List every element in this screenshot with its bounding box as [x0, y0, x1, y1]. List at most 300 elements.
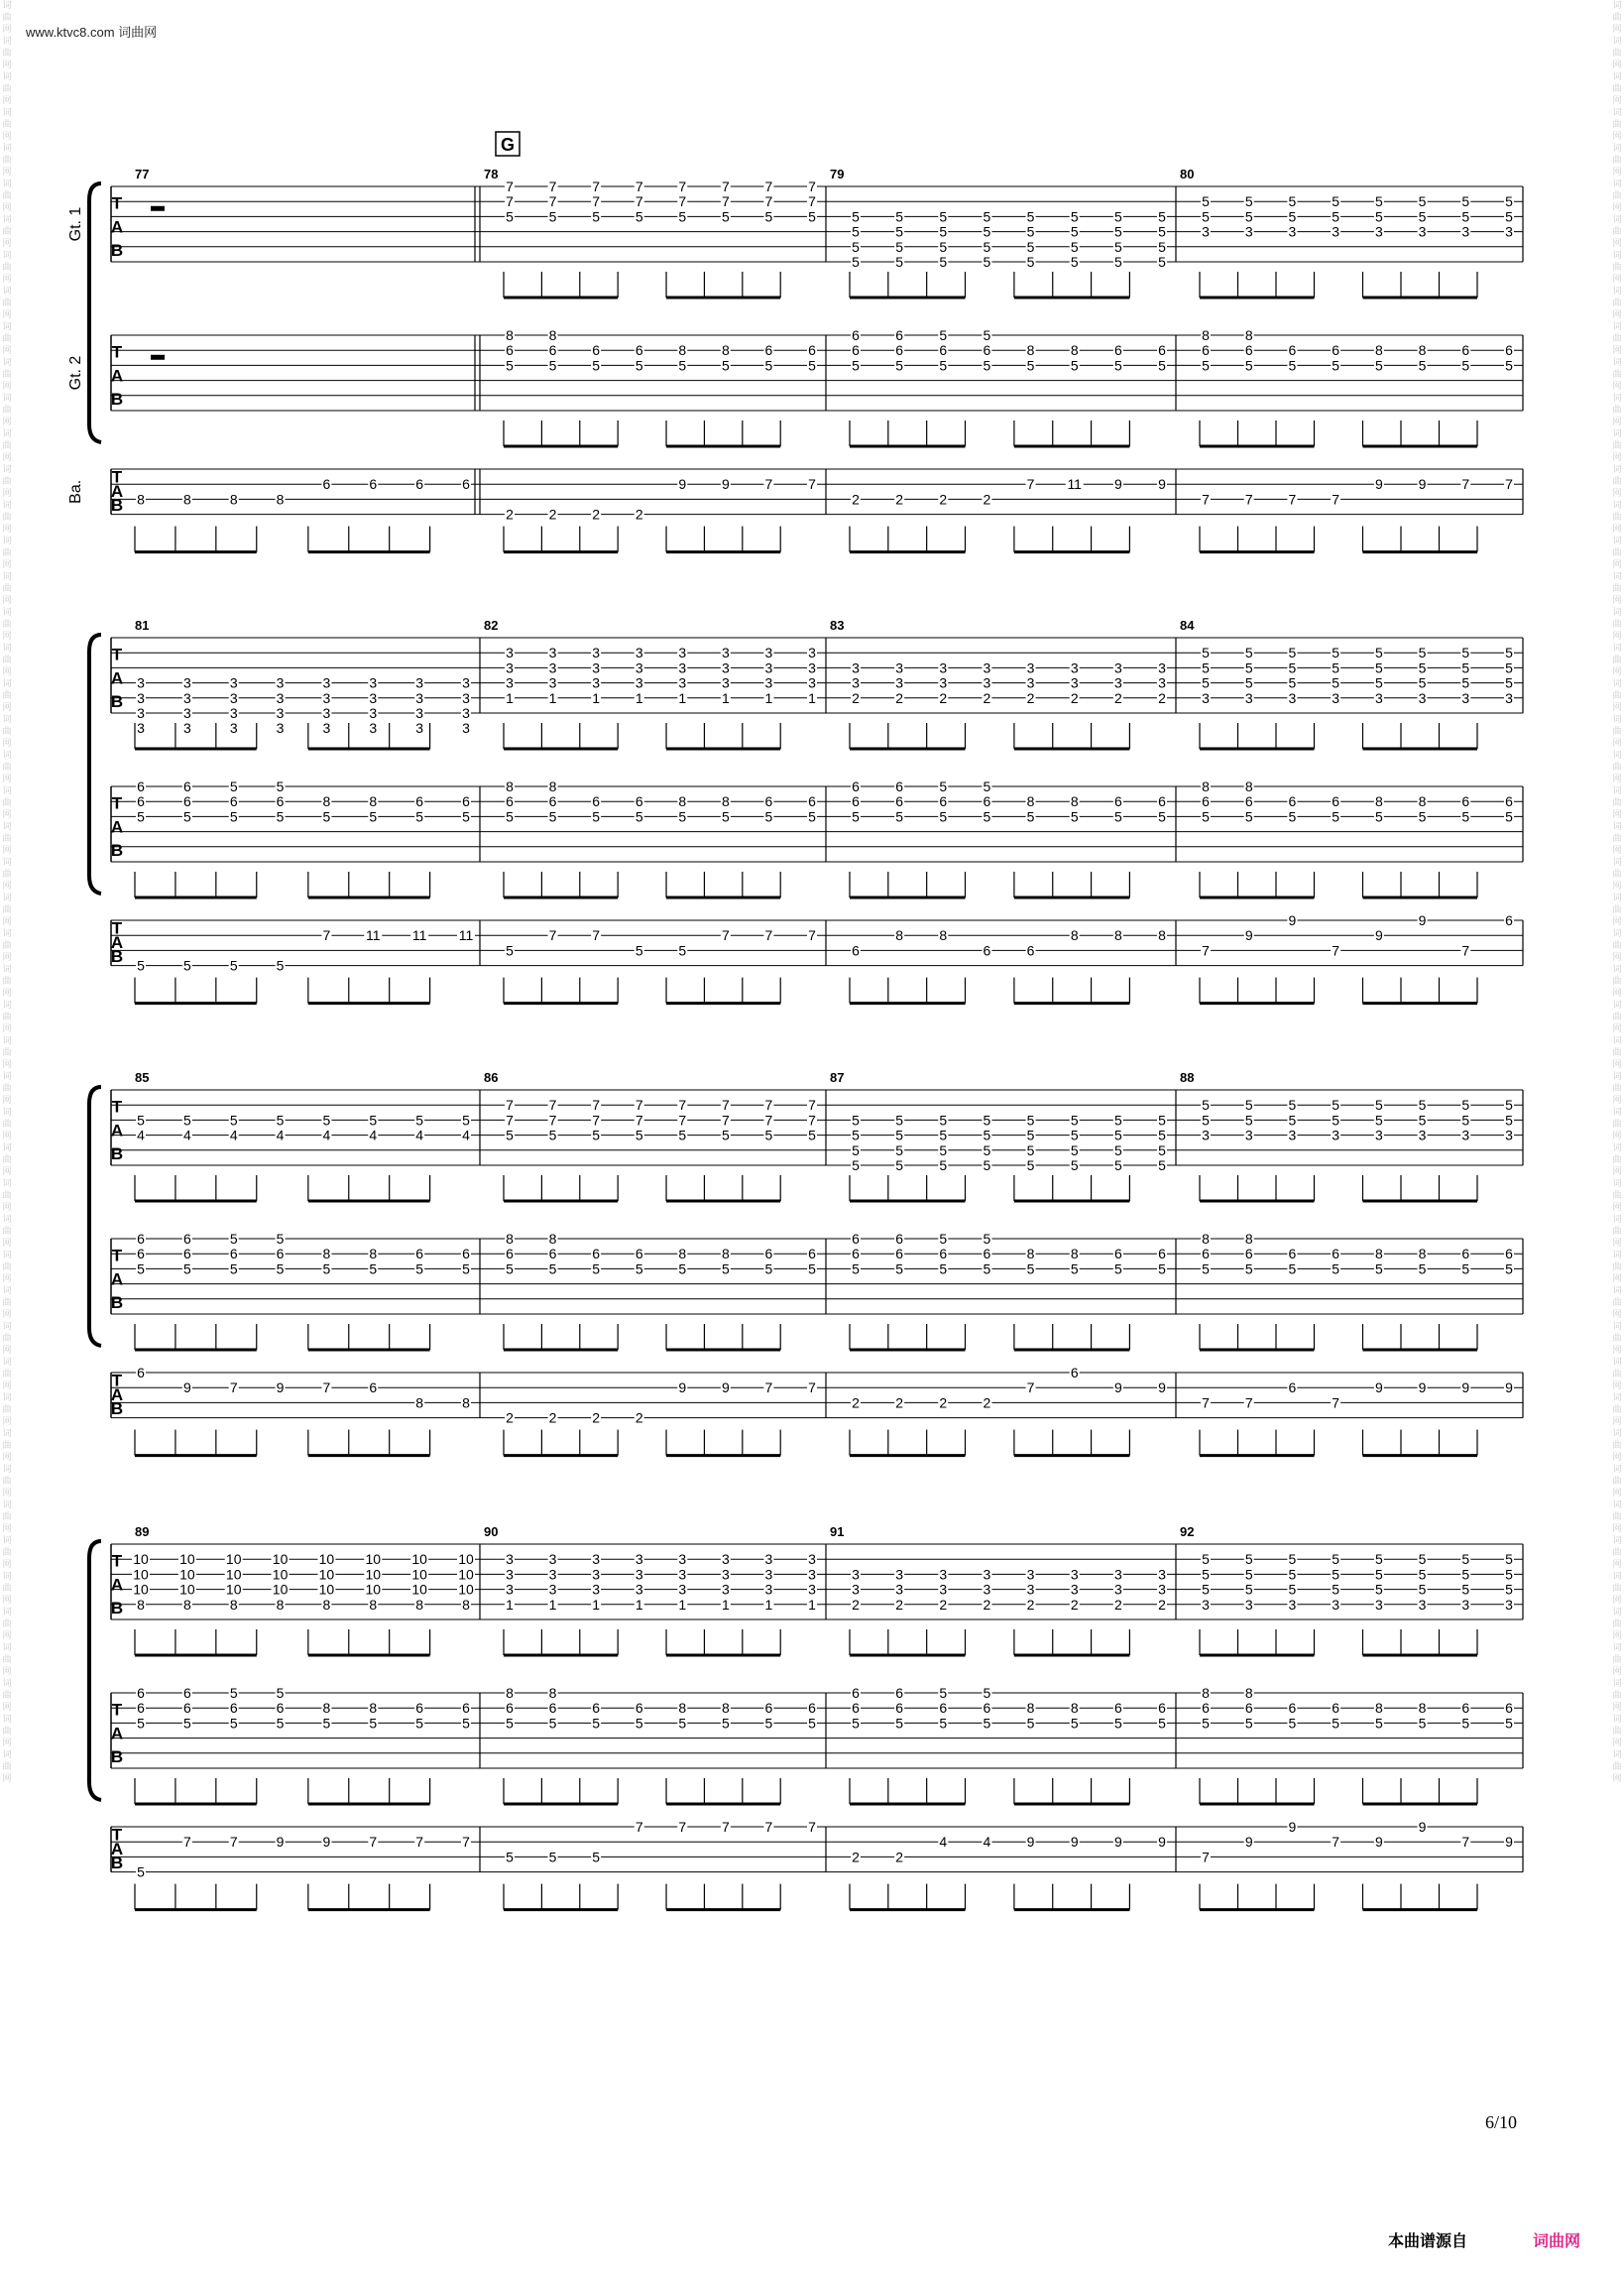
fret-number: 5	[1418, 193, 1427, 210]
fret-number: 9	[322, 1834, 331, 1851]
bar-number: 92	[1180, 1524, 1195, 1539]
fret-number: 3	[764, 1581, 773, 1598]
fret-number: 5	[852, 1127, 860, 1143]
fret-number: 7	[229, 1834, 238, 1851]
instrument-label-gt1: Gt. 1	[67, 206, 84, 242]
fret-number: 6	[182, 1685, 191, 1701]
fret-number: 6	[895, 1246, 904, 1262]
fret-number: 2	[983, 689, 991, 706]
fret-number: 7	[592, 193, 601, 210]
fret-number: 6	[852, 942, 860, 959]
fret-number: 5	[721, 1260, 730, 1277]
fret-number: 6	[1026, 942, 1035, 959]
fret-number: 2	[983, 491, 991, 508]
fret-number: 8	[1113, 927, 1122, 944]
fret-number: 6	[808, 1246, 816, 1262]
fret-number: 5	[1332, 1260, 1340, 1277]
fret-number: 5	[1374, 208, 1383, 225]
fret-number: 8	[721, 1700, 730, 1717]
fret-number: 5	[1461, 1112, 1470, 1129]
fret-number: 10	[133, 1566, 149, 1583]
fret-number: 4	[369, 1127, 378, 1143]
fret-number: 1	[592, 1596, 601, 1613]
fret-number: 5	[229, 1715, 238, 1732]
fret-number: 5	[1288, 1551, 1297, 1568]
fret-number: 5	[369, 1112, 378, 1129]
fret-number: 3	[1461, 1596, 1470, 1613]
fret-number: 6	[852, 1246, 860, 1262]
fret-number: 7	[635, 1819, 643, 1835]
fret-number: 5	[764, 208, 773, 225]
fret-number: 7	[635, 1097, 643, 1114]
fret-number: 5	[635, 1260, 643, 1277]
fret-number: 5	[895, 357, 904, 374]
fret-number: 5	[592, 357, 601, 374]
brand-label: 词曲网	[1533, 2231, 1581, 2250]
fret-number: 3	[1202, 1596, 1210, 1613]
fret-number: 7	[1244, 1394, 1253, 1411]
fret-number: 7	[808, 1379, 816, 1396]
fret-number: 5	[1374, 357, 1383, 374]
fret-number: 10	[458, 1551, 474, 1568]
fret-number: 5	[1026, 357, 1035, 374]
fret-number: 3	[1158, 1581, 1166, 1598]
fret-number: 8	[678, 793, 687, 810]
fret-number: 3	[721, 659, 730, 676]
fret-number: 5	[939, 1112, 948, 1129]
fret-number: 8	[1070, 927, 1079, 944]
fret-number: 6	[506, 342, 514, 359]
bar-number: 90	[484, 1524, 499, 1539]
fret-number: 6	[276, 1246, 285, 1262]
fret-number: 7	[764, 476, 773, 493]
fret-number: 5	[678, 208, 687, 225]
fret-number: 5	[1418, 357, 1427, 374]
fret-number: 3	[721, 645, 730, 661]
fret-number: 6	[1113, 1246, 1122, 1262]
tab-clef-a: A	[110, 366, 124, 386]
fret-number: 5	[182, 1112, 191, 1129]
fret-number: 5	[678, 1127, 687, 1143]
fret-number: 3	[1026, 1566, 1035, 1583]
fret-number: 3	[369, 689, 378, 706]
fret-number: 6	[852, 1231, 860, 1247]
fret-number: 2	[852, 491, 860, 508]
fret-number: 5	[1461, 1097, 1470, 1114]
tab-clef-a: A	[110, 1575, 124, 1595]
fret-number: 6	[137, 1685, 145, 1701]
fret-number: 10	[318, 1551, 335, 1568]
fret-number: 7	[548, 193, 557, 210]
fret-number: 3	[678, 1551, 687, 1568]
fret-number: 9	[1418, 1379, 1427, 1396]
fret-number: 7	[322, 1379, 331, 1396]
fret-number: 6	[1244, 1246, 1253, 1262]
fret-number: 5	[1113, 208, 1122, 225]
fret-number: 5	[1505, 1260, 1513, 1277]
fret-number: 6	[764, 1246, 773, 1262]
fret-number: 6	[852, 1700, 860, 1717]
fret-number: 6	[1505, 342, 1513, 359]
fret-number: 3	[939, 659, 948, 676]
fret-number: 5	[1505, 645, 1513, 661]
fret-number: 6	[635, 342, 643, 359]
fret-number: 5	[1374, 808, 1383, 825]
fret-number: 9	[276, 1834, 285, 1851]
fret-number: 1	[721, 1596, 730, 1613]
tab-clef-t: T	[111, 1371, 123, 1390]
fret-number: 5	[1461, 1581, 1470, 1598]
fret-number: 5	[764, 1127, 773, 1143]
fret-number: 3	[229, 689, 238, 706]
fret-number: 8	[229, 1596, 238, 1613]
fret-number: 5	[852, 1260, 860, 1277]
tab-clef-b: B	[110, 1399, 124, 1419]
fret-number: 3	[852, 1566, 860, 1583]
fret-number: 5	[1418, 1566, 1427, 1583]
fret-number: 7	[1202, 1849, 1210, 1865]
fret-number: 6	[1505, 793, 1513, 810]
fret-number: 7	[592, 1112, 601, 1129]
fret-number: 6	[764, 342, 773, 359]
fret-number: 8	[462, 1596, 470, 1613]
fret-number: 5	[721, 1127, 730, 1143]
fret-number: 5	[983, 1112, 991, 1129]
fret-number: 5	[1158, 1715, 1166, 1732]
fret-number: 5	[548, 1127, 557, 1143]
fret-number: 5	[1461, 645, 1470, 661]
fret-number: 8	[721, 1246, 730, 1262]
fret-number: 6	[1158, 1246, 1166, 1262]
fret-number: 5	[1244, 1551, 1253, 1568]
fret-number: 8	[137, 491, 145, 508]
fret-number: 7	[721, 927, 730, 944]
fret-number: 3	[592, 1566, 601, 1583]
fret-number: 3	[1505, 1127, 1513, 1143]
fret-number: 6	[1202, 1700, 1210, 1717]
fret-number: 3	[808, 645, 816, 661]
fret-number: 5	[415, 1715, 424, 1732]
fret-number: 6	[592, 1700, 601, 1717]
fret-number: 8	[1202, 1231, 1210, 1247]
fret-number: 5	[1026, 254, 1035, 270]
fret-number: 9	[1026, 1834, 1035, 1851]
system	[89, 618, 1523, 1004]
fret-number: 5	[1202, 1260, 1210, 1277]
fret-number: 5	[1070, 1112, 1079, 1129]
fret-number: 5	[939, 327, 948, 343]
tab-clef-t: T	[111, 1551, 123, 1571]
fret-number: 8	[369, 793, 378, 810]
fret-number: 6	[415, 793, 424, 810]
fret-number: 5	[983, 808, 991, 825]
fret-number: 5	[983, 238, 991, 255]
fret-number: 5	[983, 223, 991, 240]
fret-number: 5	[1461, 674, 1470, 691]
fret-number: 5	[635, 1715, 643, 1732]
fret-number: 5	[592, 1715, 601, 1732]
fret-number: 6	[1244, 1700, 1253, 1717]
fret-number: 8	[369, 1246, 378, 1262]
fret-number: 7	[678, 1112, 687, 1129]
fret-number: 7	[506, 179, 514, 194]
fret-number: 3	[1202, 223, 1210, 240]
fret-number: 1	[506, 689, 514, 706]
fret-number: 10	[133, 1551, 149, 1568]
fret-number: 6	[137, 1246, 145, 1262]
fret-number: 7	[1332, 1394, 1340, 1411]
fret-number: 10	[365, 1551, 382, 1568]
fret-number: 8	[1070, 793, 1079, 810]
fret-number: 5	[1505, 1581, 1513, 1598]
fret-number: 6	[983, 1246, 991, 1262]
fret-number: 9	[1113, 476, 1122, 493]
fret-number: 5	[895, 1141, 904, 1158]
fret-number: 5	[1113, 1141, 1122, 1158]
bar-number: 86	[484, 1070, 499, 1085]
fret-number: 6	[592, 1246, 601, 1262]
fret-number: 3	[1461, 689, 1470, 706]
fret-number: 3	[1461, 223, 1470, 240]
fret-number: 6	[548, 1246, 557, 1262]
fret-number: 6	[983, 1700, 991, 1717]
fret-number: 5	[1070, 238, 1079, 255]
fret-number: 7	[678, 193, 687, 210]
fret-number: 7	[1026, 1379, 1035, 1396]
fret-number: 3	[939, 1566, 948, 1583]
fret-number: 3	[415, 705, 424, 721]
fret-number: 6	[1202, 793, 1210, 810]
fret-number: 5	[1288, 1715, 1297, 1732]
fret-number: 3	[276, 720, 285, 737]
bar-number: 87	[830, 1070, 845, 1085]
fret-number: 5	[1374, 1260, 1383, 1277]
fret-number: 5	[939, 357, 948, 374]
fret-number: 5	[852, 357, 860, 374]
fret-number: 5	[721, 357, 730, 374]
system-brace	[89, 1541, 101, 1800]
fret-number: 5	[678, 1715, 687, 1732]
fret-number: 3	[548, 659, 557, 676]
fret-number: 2	[1070, 1596, 1079, 1613]
fret-number: 3	[678, 674, 687, 691]
fret-number: 5	[939, 1685, 948, 1701]
section-marker: G	[500, 135, 516, 155]
fret-number: 3	[635, 1581, 643, 1598]
fret-number: 5	[1202, 193, 1210, 210]
fret-number: 3	[678, 1581, 687, 1598]
fret-number: 2	[895, 689, 904, 706]
fret-number: 2	[1026, 689, 1035, 706]
fret-number: 3	[1158, 659, 1166, 676]
fret-number: 5	[1505, 1097, 1513, 1114]
fret-number: 9	[182, 1379, 191, 1396]
fret-number: 5	[415, 1260, 424, 1277]
fret-number: 5	[1026, 208, 1035, 225]
fret-number: 5	[895, 1112, 904, 1129]
fret-number: 7	[1332, 942, 1340, 959]
system-brace	[89, 183, 101, 442]
fret-number: 5	[1158, 1112, 1166, 1129]
fret-number: 3	[548, 1581, 557, 1598]
fret-number: 6	[852, 342, 860, 359]
fret-number: 9	[1288, 912, 1297, 928]
fret-number: 7	[1202, 942, 1210, 959]
fret-number: 2	[983, 1394, 991, 1411]
fret-number: 8	[678, 1700, 687, 1717]
fret-number: 5	[1244, 1097, 1253, 1114]
fret-number: 5	[137, 957, 145, 974]
fret-number: 5	[1202, 357, 1210, 374]
fret-number: 6	[506, 1246, 514, 1262]
fret-number: 7	[182, 1834, 191, 1851]
tab-clef-b: B	[110, 947, 124, 967]
fret-number: 10	[458, 1566, 474, 1583]
fret-number: 5	[1244, 645, 1253, 661]
fret-number: 10	[225, 1581, 242, 1598]
fret-number: 3	[369, 674, 378, 691]
fret-number: 6	[548, 793, 557, 810]
fret-number: 5	[1244, 674, 1253, 691]
fret-number: 3	[939, 1581, 948, 1598]
fret-number: 9	[678, 476, 687, 493]
fret-number: 5	[1461, 208, 1470, 225]
fret-number: 5	[1418, 674, 1427, 691]
fret-number: 5	[1202, 808, 1210, 825]
fret-number: 9	[721, 1379, 730, 1396]
fret-number: 6	[182, 1700, 191, 1717]
fret-number: 3	[415, 674, 424, 691]
fret-number: 3	[1158, 674, 1166, 691]
fret-number: 4	[137, 1127, 145, 1143]
fret-number: 5	[895, 223, 904, 240]
fret-number: 3	[506, 1566, 514, 1583]
fret-number: 5	[548, 208, 557, 225]
fret-number: 8	[1244, 1685, 1253, 1701]
fret-number: 3	[1244, 223, 1253, 240]
fret-number: 5	[1288, 1097, 1297, 1114]
fret-number: 3	[137, 720, 145, 737]
fret-number: 5	[764, 808, 773, 825]
fret-number: 3	[462, 674, 470, 691]
fret-number: 3	[764, 659, 773, 676]
fret-number: 5	[1505, 208, 1513, 225]
fret-number: 3	[322, 705, 331, 721]
fret-number: 6	[592, 793, 601, 810]
fret-number: 5	[1288, 808, 1297, 825]
fret-number: 5	[229, 1685, 238, 1701]
fret-number: 7	[678, 1819, 687, 1835]
fret-number: 5	[1374, 1551, 1383, 1568]
tab-clef-b: B	[110, 1144, 124, 1164]
fret-number: 3	[592, 645, 601, 661]
fret-number: 7	[1332, 491, 1340, 508]
fret-number: 6	[1158, 1700, 1166, 1717]
fret-number: 6	[1158, 342, 1166, 359]
fret-number: 6	[1202, 342, 1210, 359]
fret-number: 1	[721, 689, 730, 706]
fret-number: 8	[1418, 1700, 1427, 1717]
fret-number: 5	[276, 1685, 285, 1701]
tab-clef-a: A	[110, 1384, 124, 1404]
tab-clef-a: A	[110, 1839, 124, 1858]
system	[67, 132, 1523, 552]
fret-number: 5	[1158, 254, 1166, 270]
fret-number: 6	[1288, 1379, 1297, 1396]
fret-number: 3	[635, 1551, 643, 1568]
fret-number: 5	[1288, 357, 1297, 374]
fret-number: 10	[179, 1581, 195, 1598]
fret-number: 6	[182, 779, 191, 794]
fret-number: 9	[1374, 927, 1383, 944]
fret-number: 3	[548, 645, 557, 661]
fret-number: 7	[322, 927, 331, 944]
fret-number: 7	[229, 1379, 238, 1396]
fret-number: 8	[506, 779, 514, 794]
fret-number: 5	[1288, 1566, 1297, 1583]
fret-number: 5	[1505, 1566, 1513, 1583]
fret-number: 5	[548, 1715, 557, 1732]
fret-number: 7	[764, 1112, 773, 1129]
fret-number: 7	[506, 193, 514, 210]
fret-number: 5	[506, 1849, 514, 1865]
fret-number: 5	[229, 1260, 238, 1277]
fret-number: 5	[1070, 357, 1079, 374]
fret-number: 3	[635, 674, 643, 691]
fret-number: 3	[1332, 1127, 1340, 1143]
fret-number: 8	[276, 491, 285, 508]
fret-number: 7	[635, 193, 643, 210]
fret-number: 5	[592, 1127, 601, 1143]
fret-number: 2	[1070, 689, 1079, 706]
fret-number: 6	[137, 1700, 145, 1717]
fret-number: 3	[276, 674, 285, 691]
fret-number: 5	[1158, 357, 1166, 374]
fret-number: 5	[895, 1715, 904, 1732]
fret-number: 5	[137, 1112, 145, 1129]
fret-number: 5	[1202, 1112, 1210, 1129]
fret-number: 5	[808, 208, 816, 225]
fret-number: 6	[983, 342, 991, 359]
fret-number: 6	[1332, 793, 1340, 810]
fret-number: 3	[764, 1551, 773, 1568]
fret-number: 2	[852, 1394, 860, 1411]
fret-number: 5	[548, 1260, 557, 1277]
fret-number: 7	[369, 1834, 378, 1851]
fret-number: 5	[983, 1127, 991, 1143]
fret-number: 2	[592, 506, 601, 523]
fret-number: 6	[1461, 1700, 1470, 1717]
fret-number: 3	[635, 645, 643, 661]
fret-number: 5	[1026, 223, 1035, 240]
fret-number: 5	[1374, 1112, 1383, 1129]
fret-number: 3	[983, 1566, 991, 1583]
fret-number: 5	[506, 942, 514, 959]
fret-number: 3	[895, 1581, 904, 1598]
fret-number: 6	[1332, 1700, 1340, 1717]
fret-number: 5	[1113, 1260, 1122, 1277]
fret-number: 3	[721, 1581, 730, 1598]
fret-number: 9	[1113, 1379, 1122, 1396]
fret-number: 5	[983, 779, 991, 794]
fret-number: 5	[592, 208, 601, 225]
fret-number: 6	[276, 793, 285, 810]
fret-number: 8	[1026, 1246, 1035, 1262]
fret-number: 6	[939, 793, 948, 810]
fret-number: 8	[322, 1596, 331, 1613]
fret-number: 3	[1113, 674, 1122, 691]
fret-number: 5	[369, 1715, 378, 1732]
